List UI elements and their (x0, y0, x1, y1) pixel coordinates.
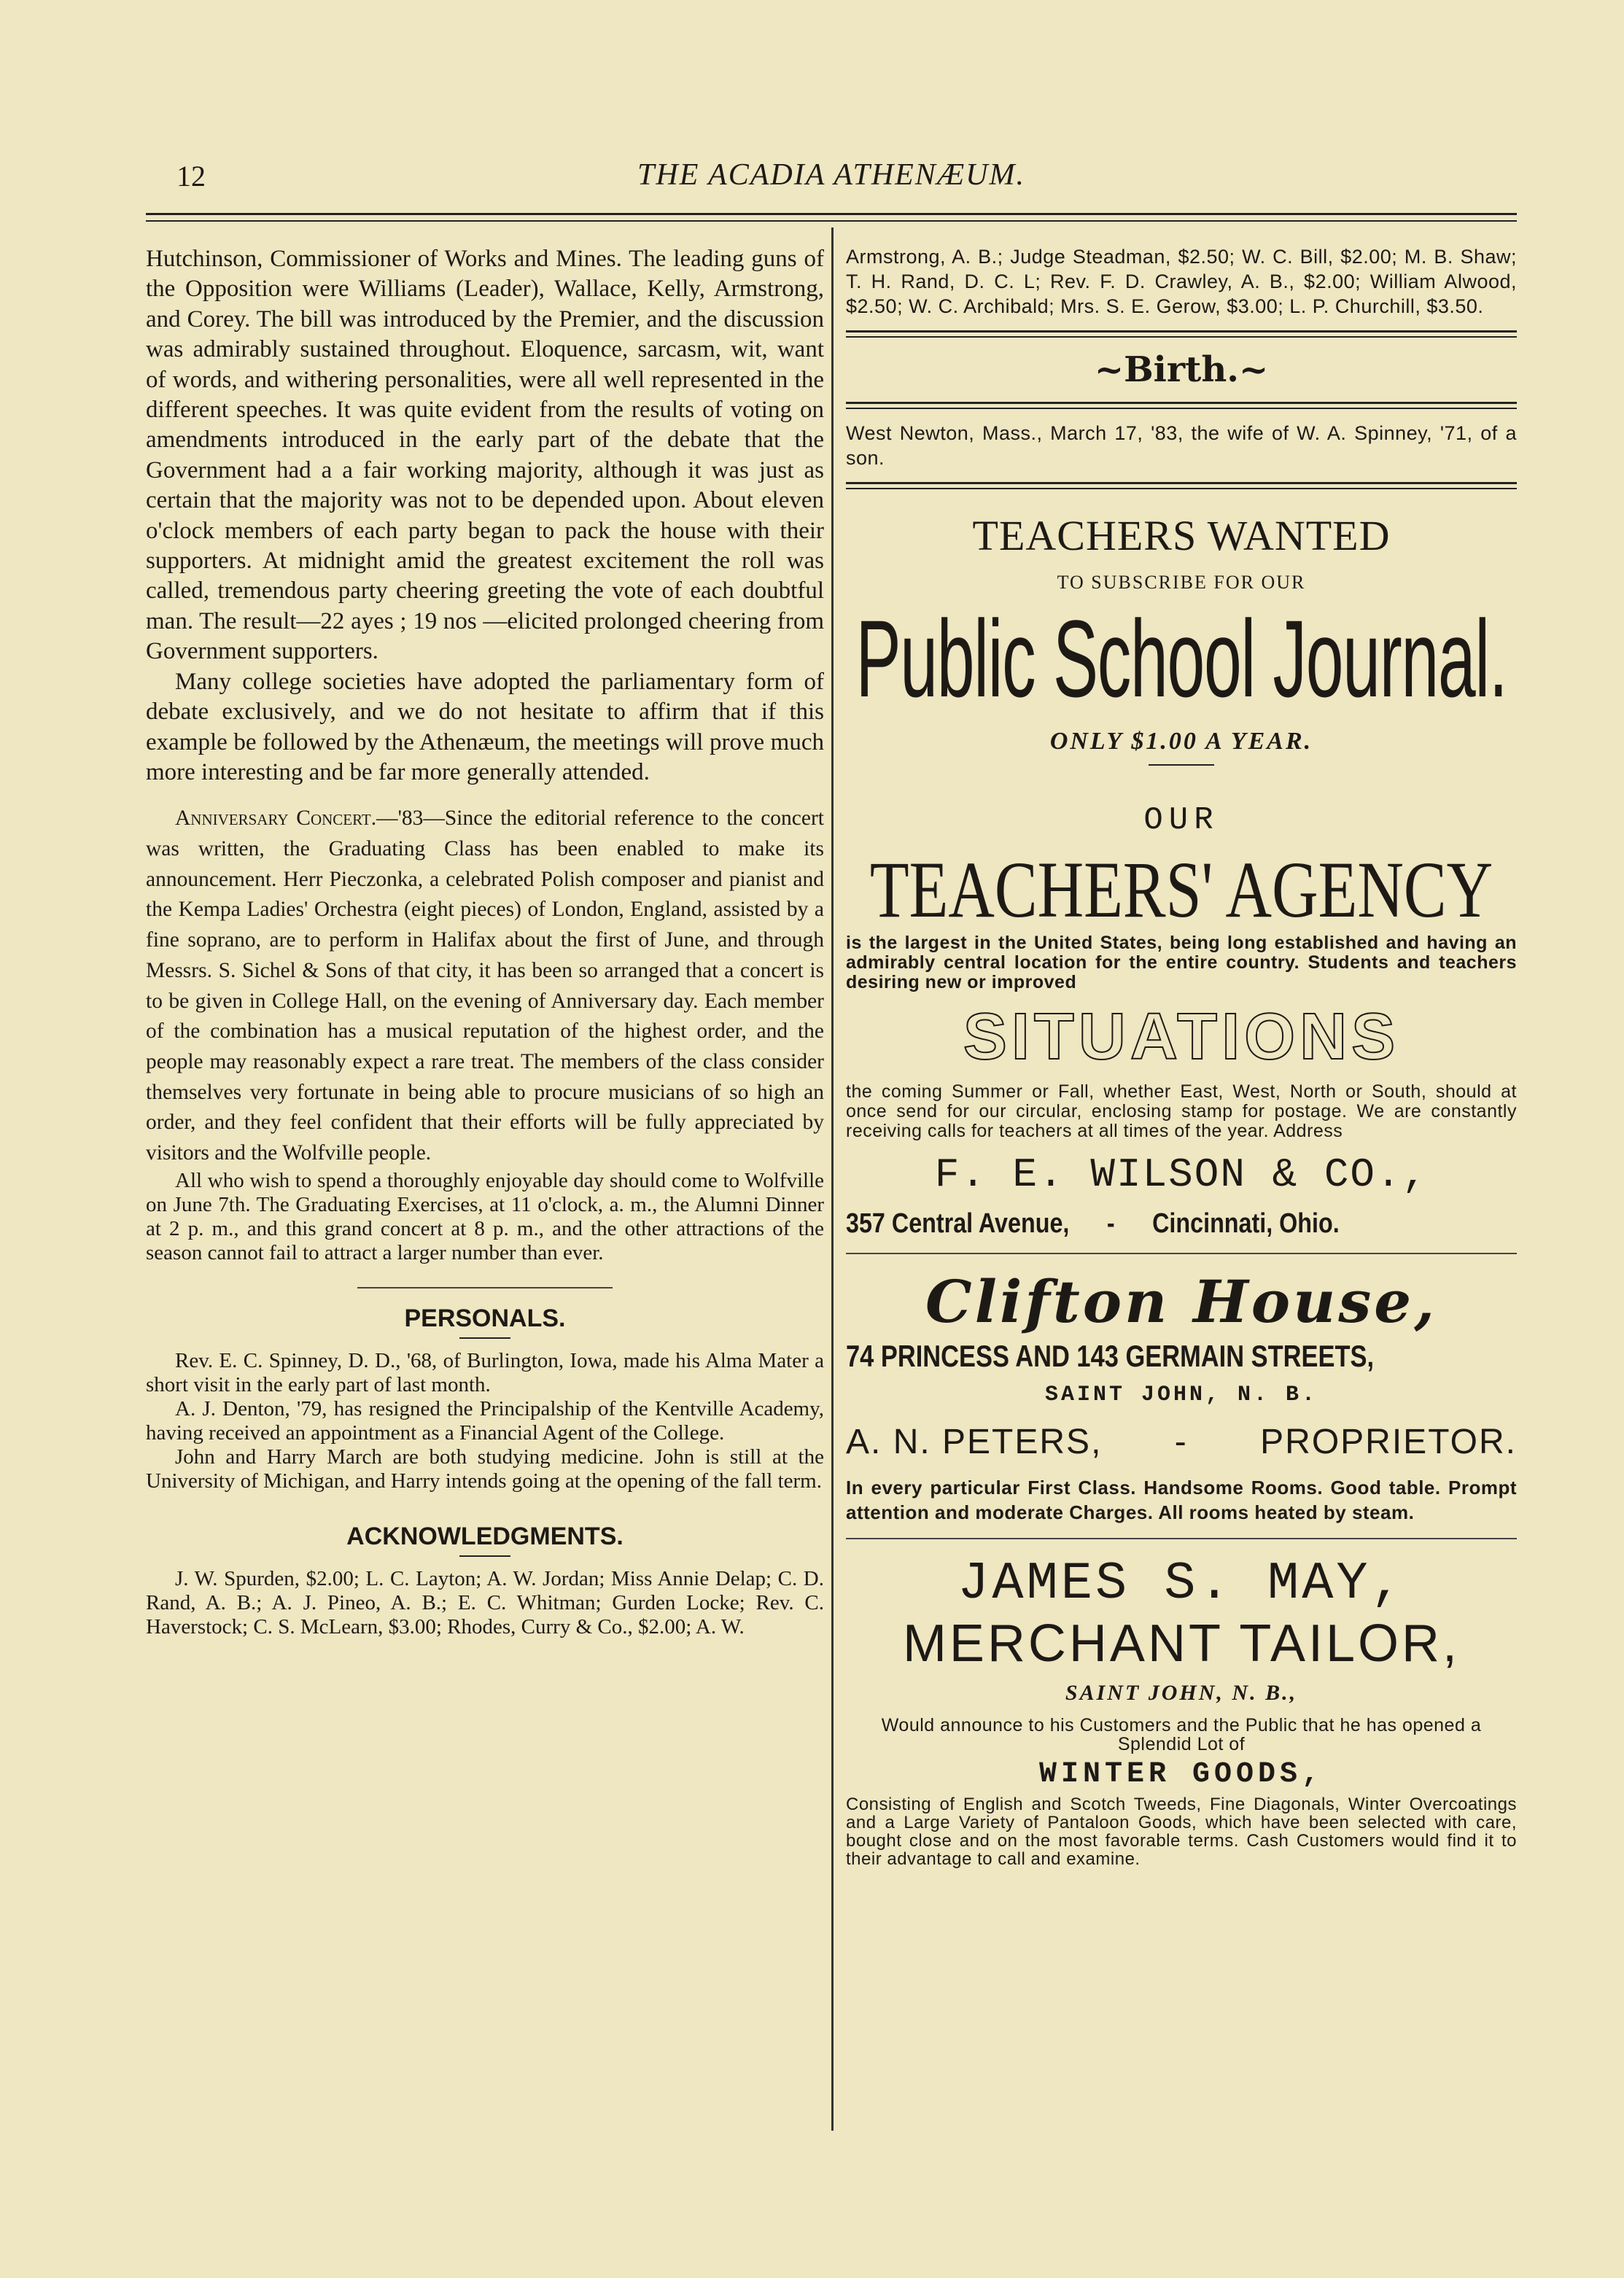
situations-heading: SITUATIONS (963, 1000, 1400, 1073)
price-line: ONLY $1.00 A YEAR. (1049, 728, 1313, 755)
winter-goods-text: Consisting of English and Scotch Tweeds, Fine Diagonals, Winter Overcoatings and a Large Variety of Pantaloon Goods, which have been selected with care, bought close and on the most favorable terms. Cash Customers would find it to their advantage to call and examine. (846, 1795, 1517, 1869)
wilson-name: F. E. WILSON & CO., (934, 1151, 1429, 1198)
section-rule (846, 1253, 1517, 1254)
acknowledgments-heading: ACKNOWLEDGMENTS. (346, 1522, 623, 1550)
short-rule (459, 1337, 510, 1339)
wilson-address: 357 Central Avenue, - Cincinnati, Ohio. (846, 1208, 1340, 1239)
winter-goods-heading: WINTER GOODS, (1038, 1758, 1324, 1791)
personal-item: A. J. Denton, '79, has resigned the Principalship of the Kentville Academy, having received an appointment as a Financial Agent of the College. (146, 1396, 824, 1445)
journal-title: Public School Journal. (855, 597, 1507, 720)
double-rule (846, 482, 1517, 489)
personal-item: Rev. E. C. Spinney, D. D., '68, of Burlington, Iowa, made his Alma Mater a short visit in the early part of last month. (146, 1348, 824, 1396)
concert-body: —'83—Since the editorial reference to the concert was written, the Graduating Class has been enabled to make its announcement. Herr Pieczonka, a celebrated Polish composer and pianist and the Kempa Ladies' Orchestra (eight pieces) of London, England, assisted by a fine soprano, are to perform in Halifax about the first of June, and through Messrs. S. Sichel & Sons of that city, it has been so arranged that a concert is to be given in College Hall, on the evening of Anniversary day. Each member of the combination has a musical reputation of the highest order, and the people may reasonably expect a rare treat. The members of the class consider themselves very fortunate in being able to procure musicians of so high an order, and they feel confident that their efforts will be fully appreciated by visitors and the Wolfville people. (146, 806, 824, 1165)
hotel-text: In every particular First Class. Handsome Rooms. Good table. Prompt attention and moderate Charges. All rooms heated by steam. (846, 1477, 1517, 1523)
our-heading: OUR (1143, 802, 1219, 839)
right-column (846, 244, 1517, 1868)
birth-notice: West Newton, Mass., March 17, '83, the wife of W. A. Spinney, '71, of a son. (846, 422, 1517, 469)
section-rule (846, 1538, 1517, 1539)
teachers-wanted-heading: TEACHERS WANTED (972, 512, 1391, 559)
section-rule (357, 1287, 613, 1288)
subscribe-line: TO SUBSCRIBE FOR OUR (1057, 572, 1306, 593)
proprietor-line: A. N. PETERS, - PROPRIETOR. (846, 1423, 1517, 1461)
personals-heading: PERSONALS. (404, 1304, 566, 1332)
tailor-text: Would announce to his Customers and the Public that he has opened a Splendid Lot of (881, 1715, 1482, 1754)
short-rule (459, 1555, 510, 1557)
birth-heading: ~Birth.~ (1094, 349, 1269, 390)
header-rule-top (146, 213, 1517, 215)
hotel-city: SAINT JOHN, N. B. (1044, 1383, 1318, 1407)
publication-title: THE ACADIA ATHENÆUM. (637, 158, 1025, 192)
column-divider (831, 228, 834, 2131)
page-header (146, 153, 1517, 197)
concert-paragraph-2: All who wish to spend a thoroughly enjoyable day should come to Wolfville on June 7th. The Graduating Exercises, at 11 o'clock, a. m., the Alumni Dinner at 2 p. m., and this grand concert at 8 p. m., and the other attractions of the season cannot fail to attract a larger number than ever. (146, 1168, 824, 1264)
tailor-city: SAINT JOHN, N. B., (1065, 1681, 1298, 1705)
left-column (146, 244, 824, 1639)
may-name: JAMES S. MAY, (957, 1554, 1405, 1614)
acknowledgments-continued: Armstrong, A. B.; Judge Steadman, $2.50; W. C. Bill, $2.00; M. B. Shaw; T. H. Rand, D. C. L; Rev. F. D. Crawley, A. B., $2.00; William Alwood, $2.50; W. C. Archibald; Mrs. S. E. Gerow, $3.00; L. P. Churchill, $3.50. (846, 246, 1517, 317)
double-rule (846, 330, 1517, 338)
agency-text: is the largest in the United States, being long established and having an admirably central location for the entire country. Students and teachers desiring new or improved (846, 933, 1517, 992)
debate-paragraph: Hutchinson, Commissioner of Works and Mines. The leading guns of the Opposition were Williams (Leader), Wallace, Kelly, Armstrong, and Corey. The bill was introduced by the Premier, and the discussion was admirably sustained throughout. Eloquence, sarcasm, wit, want of words, and withering personalities, were all well represented in the different speeches. It was quite evident from the results of voting on amendments introduced in the early part of the debate that the Government had a a fair working majority, although it was just as certain that the majority was not to be depended upon. About eleven o'clock members of each party began to pack the house with their supporters. At midnight amid the greatest excitement the roll was called, tremendous party cheering greeting the vote of each doubtful man. The result—22 ayes ; 19 nos —elicited prolonged cheering from Government supporters. (146, 246, 824, 665)
flourish-right-icon: ~ (1238, 349, 1269, 390)
page-number: 12 (176, 160, 206, 193)
flourish-left-icon: ~ (1094, 349, 1124, 390)
concert-paragraph (146, 804, 824, 1168)
hotel-address: 74 PRINCESS AND 143 GERMAIN STREETS, (846, 1339, 1375, 1373)
double-rule (846, 402, 1517, 409)
tailor-heading: MERCHANT TAILOR, (902, 1614, 1461, 1673)
agency-heading: TEACHERS' AGENCY (869, 845, 1493, 934)
clifton-house-title: Clifton House, (925, 1267, 1438, 1336)
personal-item: John and Harry March are both studying medicine. John is still at the University of Michigan, and Harry intends going at the opening of the fall term. (146, 1445, 824, 1493)
debate-paragraph-2: Many college societies have adopted the parliamentary form of debate exclusively, and we do not hesitate to affirm that if this example be followed by the Athenæum, the meetings will prove much more interesting and be far more generally attended. (146, 668, 824, 785)
acknowledgments-text: J. W. Spurden, $2.00; L. C. Layton; A. W. Jordan; Miss Annie Delap; C. D. Rand, A. B.; A. J. Pineo, A. B.; E. C. Whitman; Gurden Locke; Rev. C. Haverstock; C. S. McLearn, $3.00; Rhodes, Curry & Co., $2.00; A. W. (146, 1566, 824, 1638)
situations-text: the coming Summer or Fall, whether East, West, North or South, should at once send for our circular, enclosing stamp for postage. We are constantly receiving calls for teachers at all times of the year. Address (846, 1081, 1517, 1141)
concert-heading: Anniversary Concert. (175, 806, 377, 831)
header-rule-bottom (146, 220, 1517, 222)
short-rule (1149, 764, 1214, 766)
